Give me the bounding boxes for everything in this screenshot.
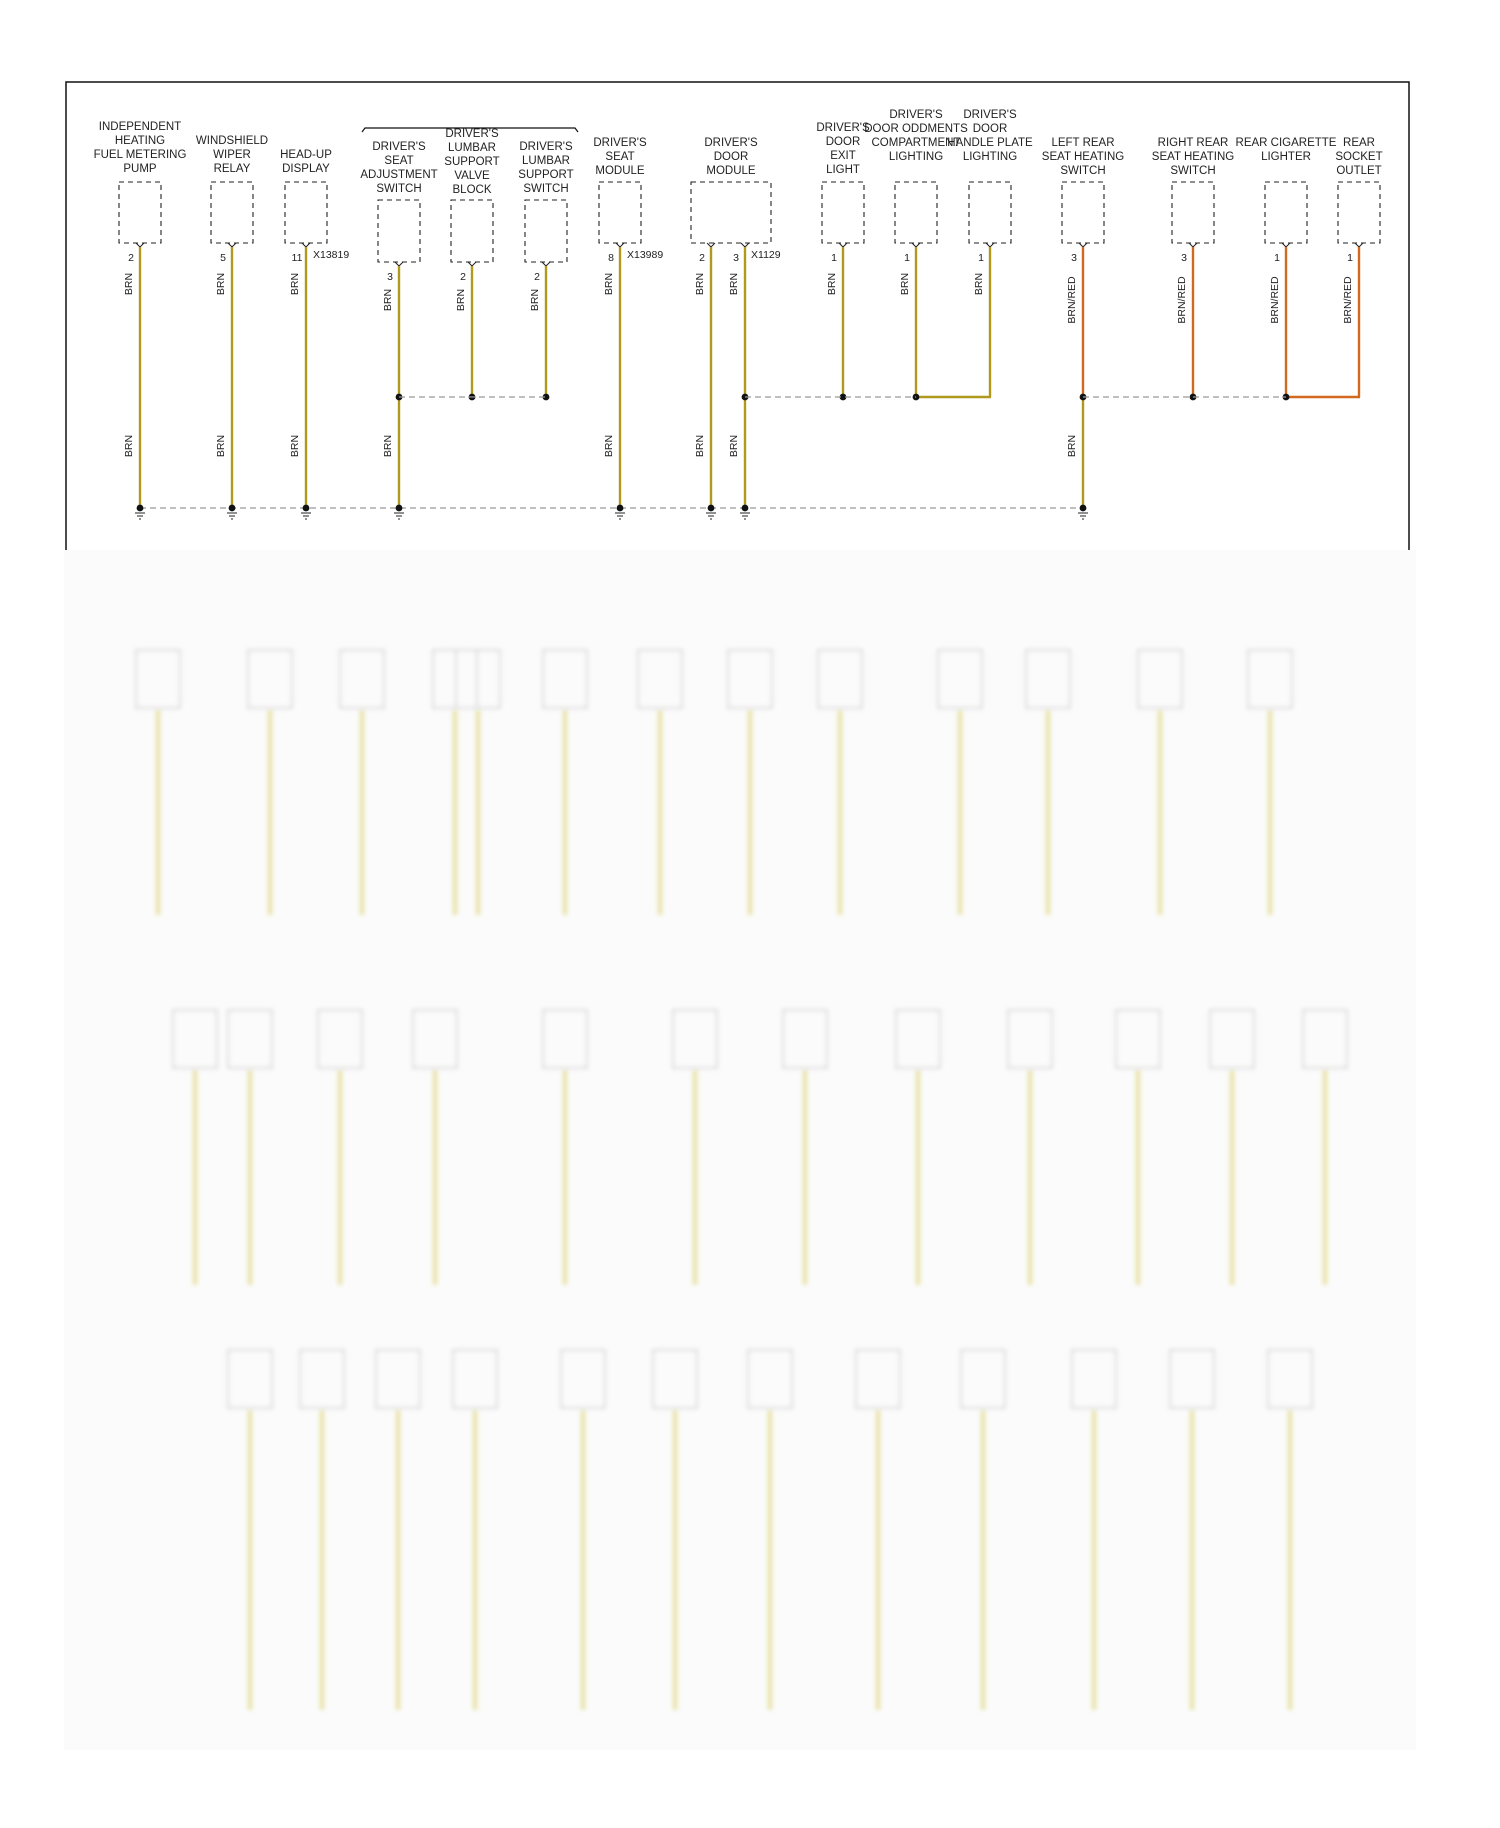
splice-dot [708, 505, 715, 512]
component-label: INDEPENDENT [98, 121, 182, 133]
component-label: DRIVER'S [816, 122, 870, 134]
wires [123, 247, 1360, 508]
component-label: FUEL METERING [93, 149, 187, 161]
component-label: LEFT REAR [1051, 137, 1115, 149]
component-label: SUPPORT [444, 156, 500, 168]
component-label: SEAT [384, 155, 414, 167]
pin-stub [707, 243, 715, 247]
component-label: ADJUSTMENT [360, 169, 438, 181]
component-box [378, 200, 420, 262]
component-c14 [1236, 137, 1337, 264]
pin-number: 1 [1274, 252, 1280, 264]
pin-stub [1079, 243, 1087, 247]
pin-stub [986, 243, 994, 247]
wire-color-label: BRN [123, 434, 135, 458]
component-c7 [593, 137, 663, 264]
pin-number: 2 [699, 252, 705, 264]
component-label: REAR [1343, 137, 1375, 149]
component-c13 [1152, 137, 1234, 264]
splice-dot [396, 505, 403, 512]
component-box [895, 182, 937, 243]
pin-number: 1 [978, 252, 984, 264]
component-label: COMPARTMENT [871, 137, 961, 149]
component-label: MODULE [706, 165, 756, 177]
component-box [211, 182, 253, 243]
component-label: SEAT [605, 151, 635, 163]
wire-color-label: BRN [215, 272, 227, 296]
component-label: SUPPORT [518, 169, 574, 181]
ground-symbol [394, 513, 404, 519]
connector-id: X1129 [751, 249, 781, 261]
wire-color-label: BRN [289, 434, 301, 458]
pin-number: 2 [460, 271, 466, 283]
component-label: LIGHTING [888, 151, 944, 163]
wire-color-label: BRN [826, 272, 838, 296]
wire-color-label: BRN [728, 272, 740, 296]
component-label: DOOR [972, 123, 1008, 135]
component-c4 [360, 141, 437, 283]
splice-dot [1080, 505, 1087, 512]
component-c9 [816, 122, 870, 264]
component-c5 [444, 128, 499, 283]
pin-number: 1 [1347, 252, 1353, 264]
pin-stub [542, 262, 550, 266]
wire-color-label: BRN [382, 434, 394, 458]
component-label: HANDLE PLATE [947, 137, 1033, 149]
pin-stub [741, 243, 749, 247]
component-label: RELAY [213, 163, 251, 175]
component-label: HEAD-UP [280, 149, 332, 161]
wire-color-label: BRN [694, 272, 706, 296]
component-label: SWITCH [523, 183, 569, 195]
ground-symbol [301, 513, 311, 519]
component-c12 [1042, 137, 1124, 264]
component-label: BLOCK [452, 184, 492, 196]
component-label: SEAT HEATING [1151, 151, 1235, 163]
component-box [451, 200, 493, 262]
component-box [525, 200, 567, 262]
pin-stub [839, 243, 847, 247]
pin-number: 3 [1181, 252, 1187, 264]
component-label: LUMBAR [448, 142, 496, 154]
ground-symbol [227, 513, 237, 519]
pin-stub [1189, 243, 1197, 247]
component-c2 [196, 135, 268, 264]
component-label: EXIT [830, 150, 856, 162]
pin-stub [912, 243, 920, 247]
component-label: DRIVER'S [445, 128, 499, 140]
component-box [1062, 182, 1104, 243]
component-label: RIGHT REAR [1157, 137, 1229, 149]
pin-stub [616, 243, 624, 247]
pin-stub [1282, 243, 1290, 247]
component-label: DOOR [713, 151, 749, 163]
pin-number: 1 [831, 252, 837, 264]
component-label: DOOR [825, 136, 861, 148]
splice-dot [617, 505, 624, 512]
component-label: DRIVER'S [519, 141, 573, 153]
wire-color-label: BRN [694, 434, 706, 458]
wire-color-label: BRN [603, 272, 615, 296]
component-label: LUMBAR [522, 155, 570, 167]
component-c10 [864, 109, 968, 264]
wire-color-label: BRN/RED [1342, 276, 1354, 324]
component-label: DRIVER'S [704, 137, 758, 149]
wire-color-label: BRN [215, 434, 227, 458]
component-c3 [280, 149, 349, 264]
component-label: REAR CIGARETTE [1235, 137, 1337, 149]
component-label: WINDSHIELD [195, 135, 269, 147]
pin-number: 2 [128, 252, 134, 264]
component-c6 [518, 141, 573, 283]
ground-symbol [740, 513, 750, 519]
wire-color-label: BRN [289, 272, 301, 296]
splice-dot [742, 505, 749, 512]
component-label: PUMP [123, 163, 157, 175]
pin-number: 11 [291, 252, 303, 264]
component-label: VALVE [454, 170, 490, 182]
wire-color-label: BRN [973, 272, 985, 296]
connector-id: X13989 [627, 249, 664, 261]
component-label: MODULE [595, 165, 645, 177]
component-box [1172, 182, 1214, 243]
ground-symbol [706, 513, 716, 519]
component-label: DOOR ODDMENTS [864, 123, 968, 135]
component-box [1265, 182, 1307, 243]
pin-stub [302, 243, 310, 247]
pin-number: 1 [904, 252, 910, 264]
component-label: WIPER [213, 149, 251, 161]
ground-symbol [135, 513, 145, 519]
wire-color-label: BRN [529, 288, 541, 312]
ground-symbol [615, 513, 625, 519]
component-box [285, 182, 327, 243]
component-label: DRIVER'S [593, 137, 647, 149]
splice-dot [137, 505, 144, 512]
splice-dot [229, 505, 236, 512]
splice-dot [303, 505, 310, 512]
component-label: SOCKET [1335, 151, 1383, 163]
blurred-diagram-region [64, 550, 1416, 1750]
component-label: SWITCH [1170, 165, 1216, 177]
pin-number: 3 [733, 252, 739, 264]
pin-stub [228, 243, 236, 247]
component-label: LIGHTING [962, 151, 1018, 163]
wire-color-label: BRN [382, 288, 394, 312]
component-label: DRIVER'S [963, 109, 1017, 121]
component-label: DISPLAY [282, 163, 330, 175]
pin-stub [468, 262, 476, 266]
component-label: DRIVER'S [372, 141, 426, 153]
pin-stub [395, 262, 403, 266]
wire-color-label: BRN [728, 434, 740, 458]
pin-number: 5 [220, 252, 226, 264]
pin-stub [1355, 243, 1363, 247]
wire-color-label: BRN/RED [1176, 276, 1188, 324]
connector-id: X13819 [313, 249, 350, 261]
ground-symbol [1078, 513, 1088, 519]
component-c15 [1335, 137, 1382, 264]
components [94, 109, 1383, 283]
component-c8 [691, 137, 781, 264]
component-label: SEAT HEATING [1041, 151, 1125, 163]
component-box [969, 182, 1011, 243]
component-label: SWITCH [1060, 165, 1106, 177]
wire-color-label: BRN [603, 434, 615, 458]
pin-stub [136, 243, 144, 247]
component-label: HEATING [114, 135, 166, 147]
pin-number: 3 [1071, 252, 1077, 264]
component-label: OUTLET [1336, 165, 1382, 177]
component-label: DRIVER'S [889, 109, 943, 121]
component-box [691, 182, 771, 243]
component-label: SWITCH [376, 183, 422, 195]
wire-color-label: BRN [1066, 434, 1078, 458]
component-label: LIGHTER [1261, 151, 1311, 163]
wire-color-label: BRN [123, 272, 135, 296]
pin-number: 3 [387, 271, 393, 283]
component-label: LIGHT [826, 164, 860, 176]
component-box [1338, 182, 1380, 243]
wire-color-label: BRN/RED [1066, 276, 1078, 324]
pin-number: 2 [534, 271, 540, 283]
wire-color-label: BRN/RED [1269, 276, 1281, 324]
component-box [119, 182, 161, 243]
component-box [822, 182, 864, 243]
wire-color-label: BRN [899, 272, 911, 296]
wire-color-label: BRN [455, 288, 467, 312]
pin-number: 8 [608, 252, 614, 264]
component-c1 [94, 121, 187, 264]
component-box [599, 182, 641, 243]
